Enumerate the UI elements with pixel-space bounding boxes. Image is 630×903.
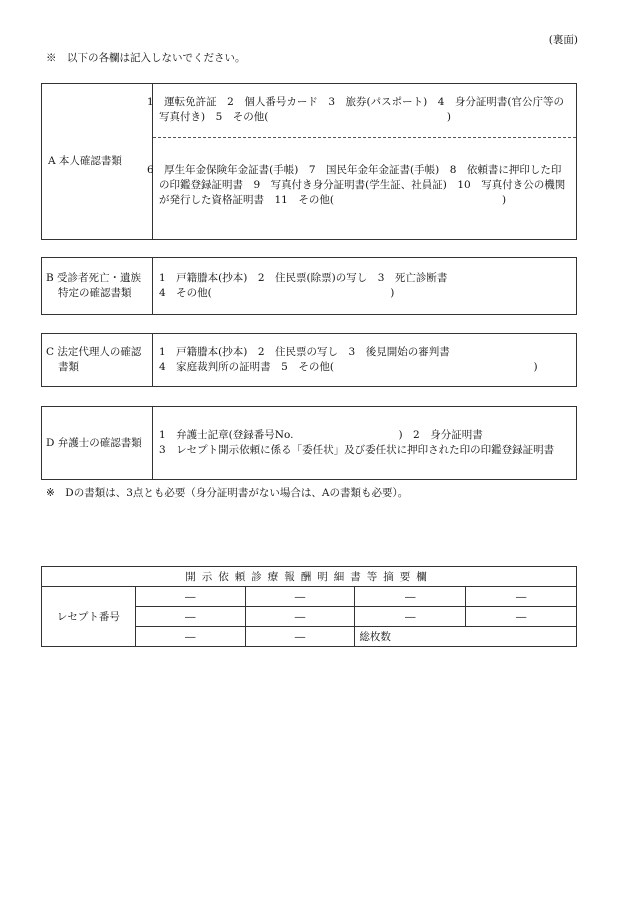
section-b-box (41, 257, 577, 315)
summary-table (41, 566, 577, 647)
total-pages-label: 総枚数 (355, 627, 577, 647)
section-d-label: D 弁護士の確認書類 (42, 407, 153, 479)
section-a-line2: 6 厚生年金保険年金証書(手帳) 7 国民年金年金証書(手帳) 8 依頼書に押印した印の印鑑登録証明書 9 写真付き身分証明書(学生証、社員証) 10 写真付き公の機関が発行した資格証明書 11 その他( ) (147, 163, 566, 206)
section-b-line1: 1 戸籍謄本(抄本) 2 住民票(除票)の写し 3 死亡診断書 (159, 272, 448, 284)
receipt-number-cell: ― (135, 607, 245, 627)
section-d-line1: 1 弁護士記章(登録番号No. ) 2 身分証明書 (159, 429, 483, 441)
section-a-box (41, 83, 577, 240)
section-c-line1: 1 戸籍謄本(抄本) 2 住民票の写し 3 後見開始の審判書 (159, 346, 450, 358)
receipt-number-cell: ― (245, 627, 355, 647)
section-a-label: A 本人確認書類 (42, 84, 153, 239)
section-c-label: C 法定代理人の確認書類 (42, 334, 153, 386)
receipt-number-cell: ― (355, 607, 466, 627)
page-side-label: (裏面) (548, 34, 578, 46)
receipt-number-cell: ― (466, 587, 577, 607)
section-c-line2: 4 家庭裁判所の証明書 5 その他( ) (159, 361, 538, 373)
receipt-number-cell: ― (355, 587, 466, 607)
notice-text: ※ 以下の各欄は記入しないでください。 (46, 52, 246, 64)
section-c-box (41, 333, 577, 387)
receipt-number-cell: ― (135, 587, 245, 607)
receipt-number-label: レセプト番号 (42, 587, 136, 647)
section-a-line1: 1 運転免許証 2 個人番号カード 3 旅券(パスポート) 4 身分証明書(官公庁等の写真付き) 5 その他( ) (147, 96, 565, 124)
section-d-box (41, 406, 577, 480)
receipt-number-cell: ― (135, 627, 245, 647)
receipt-number-cell: ― (245, 607, 355, 627)
section-b-line2: 4 その他( ) (159, 287, 395, 299)
receipt-number-cell: ― (245, 587, 355, 607)
section-d-line2: 3 レセプト開示依頼に係る「委任状」及び委任状に押印された印の印鑑登録証明書 (159, 444, 555, 456)
section-b-label: B 受診者死亡・遺族特定の確認書類 (42, 258, 153, 314)
summary-table-title: 開示依頼診療報酬明細書等摘要欄 (42, 567, 577, 587)
footnote-text: ※ Dの書類は、3点とも必要（身分証明書がない場合は、Aの書類も必要）。 (46, 487, 409, 499)
receipt-number-cell: ― (466, 607, 577, 627)
